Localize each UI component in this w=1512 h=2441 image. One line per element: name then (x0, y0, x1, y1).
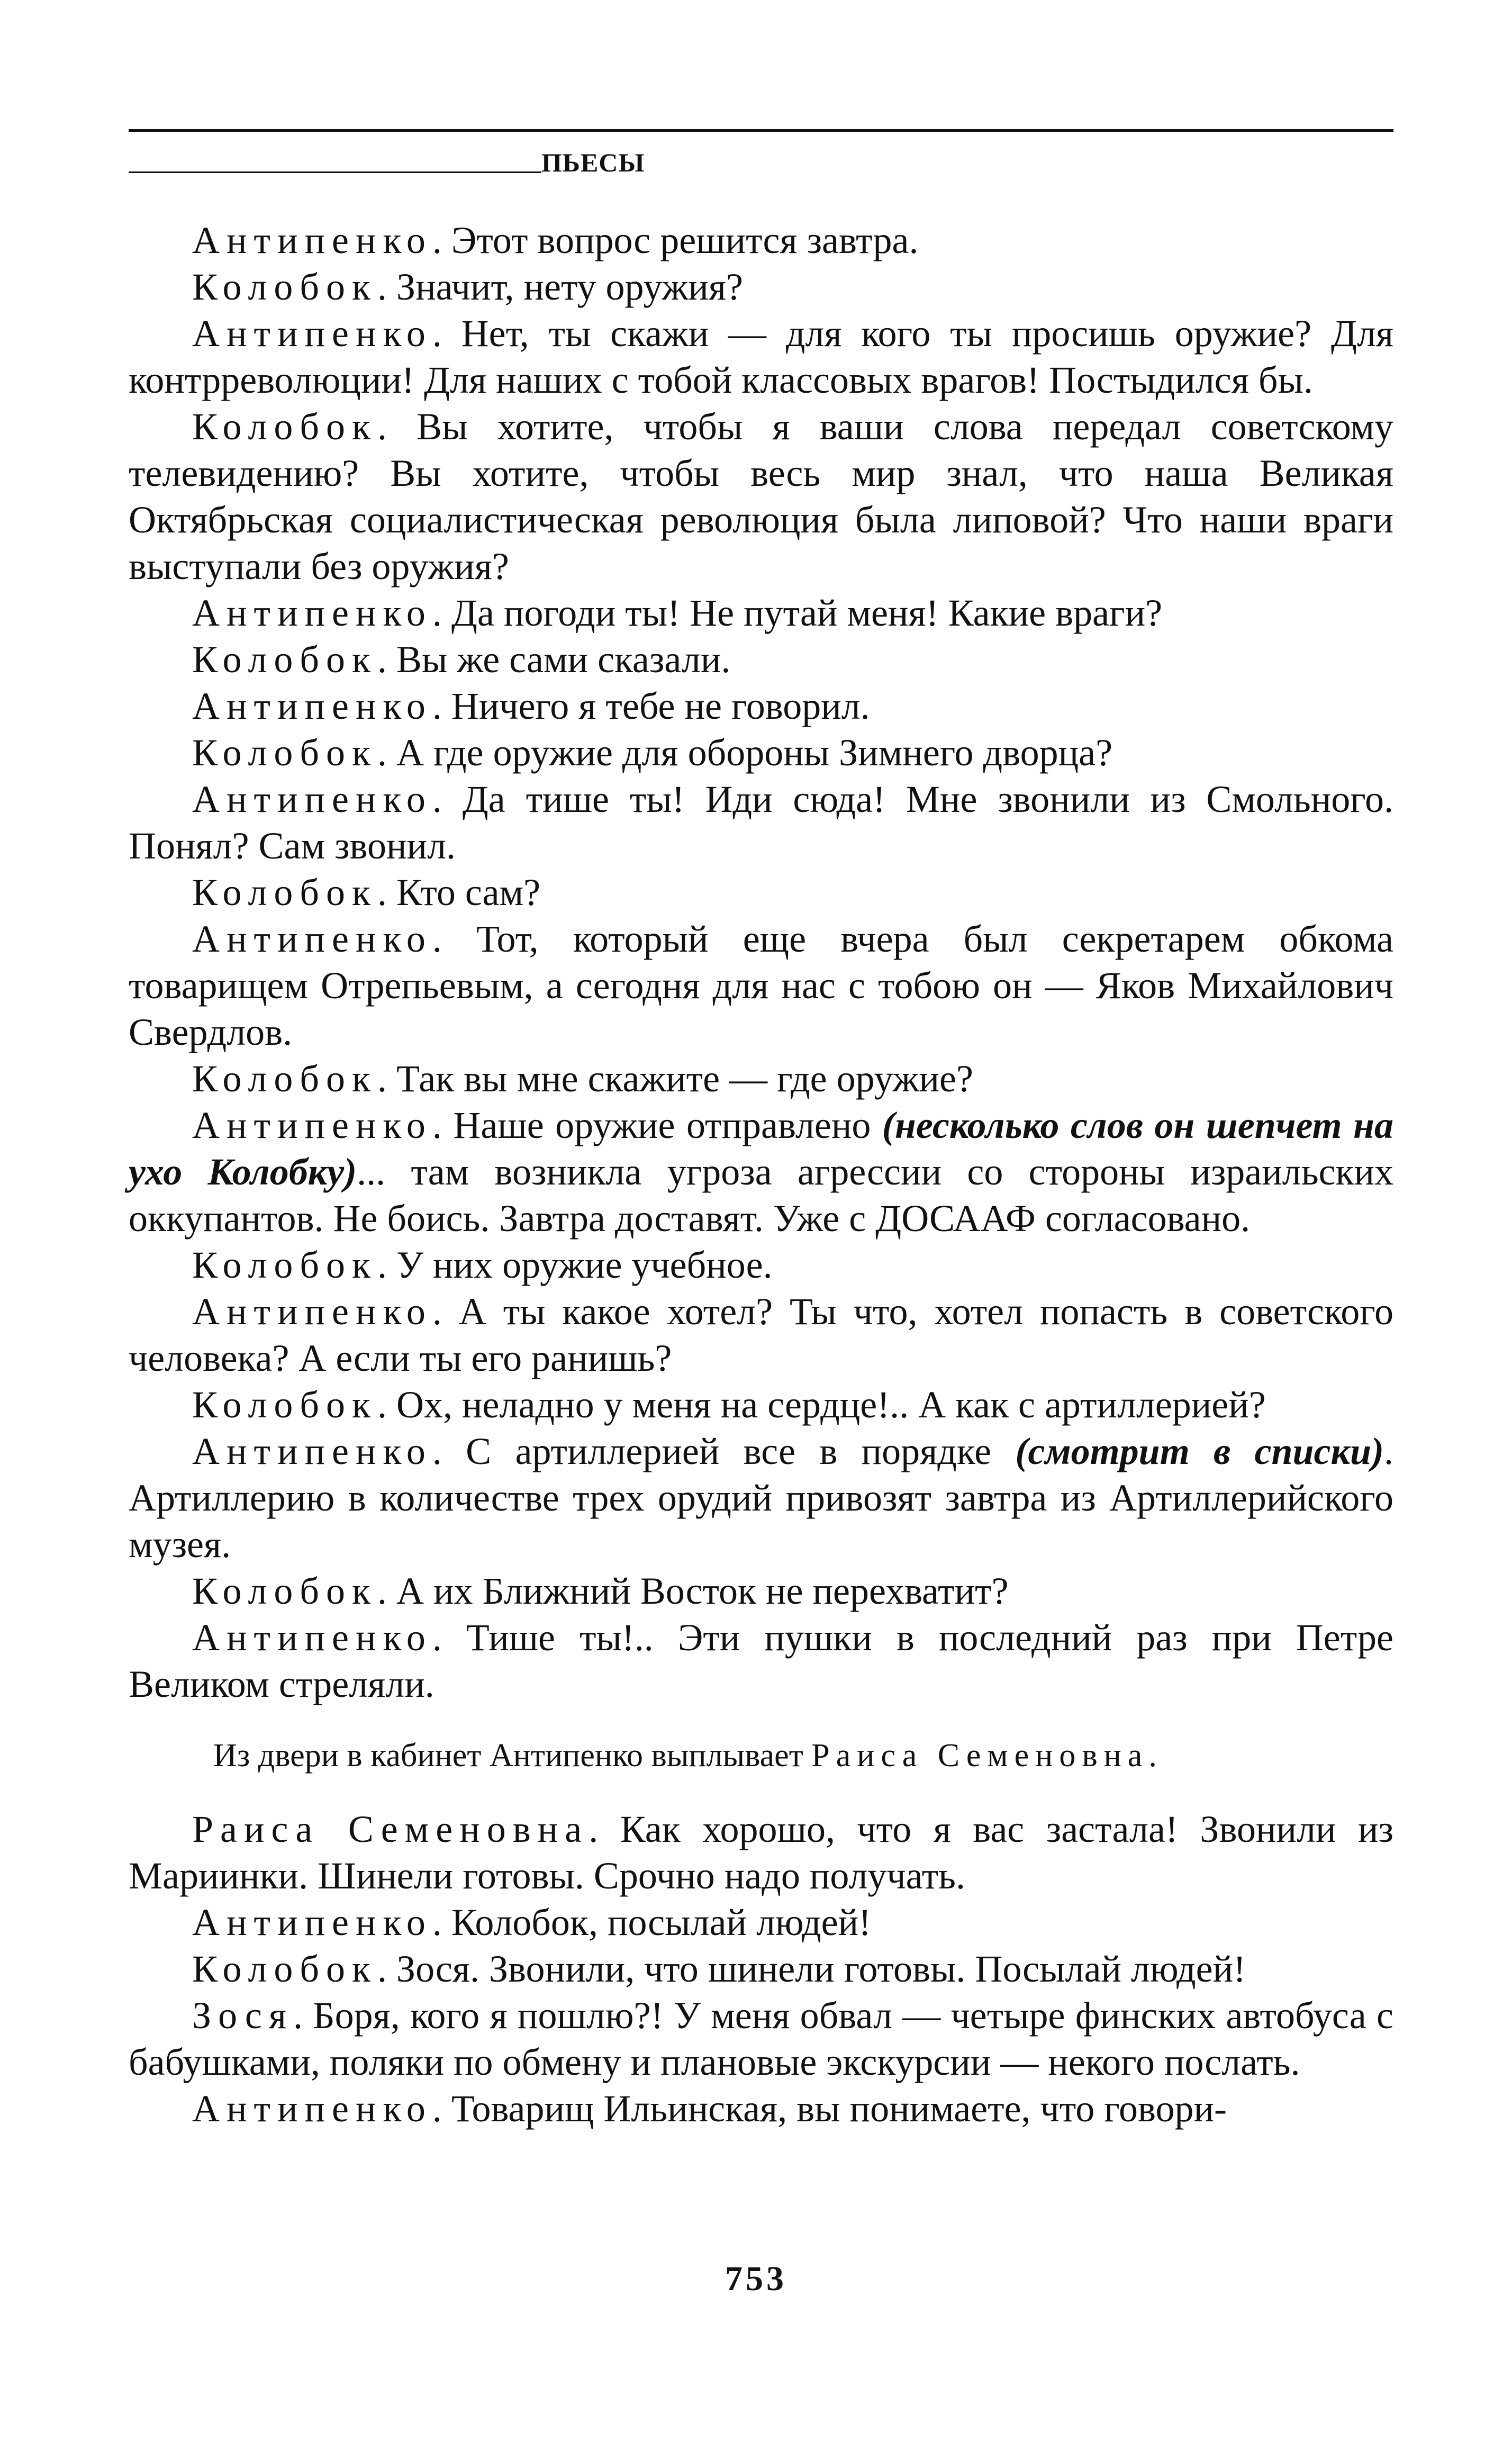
speaker-name: Колобок (192, 638, 378, 681)
dialogue-line (129, 1806, 1393, 1899)
dialogue-line (129, 217, 1393, 264)
dialogue-line (129, 729, 1393, 776)
speaker-name: Антипенко (192, 1430, 432, 1472)
line-text: . А где оружие для обороны Зимнего дворца? (377, 731, 1113, 774)
line-text: . Наше оружие отправлено (432, 1104, 882, 1146)
italic-remark: (несколько слов он шепчет на ухо Колобку) (129, 1104, 1393, 1193)
line-text: . У них оружие учебное. (377, 1244, 773, 1286)
speaker-name: Антипенко (192, 592, 432, 634)
speaker-name: Зося (192, 1994, 293, 2037)
dialogue-line (129, 1242, 1393, 1288)
dialogue-line (129, 1102, 1393, 1242)
stage-direction (129, 1732, 1393, 1779)
line-text: . Ничего я тебе не говорил. (432, 685, 870, 727)
speaker-name: Антипенко (192, 312, 432, 355)
line-text: . Зося. Звонили, что шинели готовы. Посылай людей! (377, 1948, 1246, 1990)
line-text-continued: . Артиллерию в количестве трех орудий привозят завтра из Артиллерийского музея. (129, 1430, 1393, 1566)
speaker-name: Колобок (192, 1057, 378, 1100)
line-text: . Да погоди ты! Не путай меня! Какие враги? (432, 592, 1163, 634)
line-text: . Да тише ты! Иди сюда! Мне звонили из Смольного. Понял? Сам звонил. (129, 778, 1393, 867)
dialogue-line (129, 1614, 1393, 1707)
line-text: . Товарищ Ильинская, вы понимаете, что говори- (432, 2087, 1227, 2130)
dialogue-line (129, 683, 1393, 729)
line-text: . Этот вопрос решится завтра. (432, 219, 919, 261)
dialogue-line (129, 1055, 1393, 1102)
dialogue-line (129, 2085, 1393, 2132)
dialogue-line (129, 1568, 1393, 1614)
line-text: . А их Ближний Восток не перехватит? (377, 1570, 1009, 1612)
header-underline (129, 171, 541, 173)
speaker-name: Антипенко (192, 2087, 432, 2130)
dialogue-line (129, 264, 1393, 310)
speaker-name: Антипенко (192, 1104, 432, 1146)
line-text: . Тот, который еще вчера был секретарем обкома товарищем Отрепьевым, а сегодня для нас с тобою он — Яков Михайлович Свердлов. (129, 918, 1393, 1053)
speaker-name: Антипенко (192, 918, 432, 960)
stage-direction-text: Из двери в кабинет Антипенко выплывает (213, 1738, 812, 1774)
speaker-name: Антипенко (192, 778, 432, 820)
speaker-name: Антипенко (192, 685, 432, 727)
dialogue-line (129, 1946, 1393, 1992)
line-text: . Значит, нету оружия? (377, 266, 743, 308)
line-text: . Ох, неладно у меня на сердце!.. А как с артиллерией? (377, 1384, 1266, 1426)
line-text-continued: ... там возникла угроза агрессии со стороны израильских оккупантов. Не боись. Завтра доставят. Уже с ДОСААФ согласовано. (129, 1151, 1393, 1240)
line-text: . Как хорошо, что я вас застала! Звонили из Мариинки. Шинели готовы. Срочно надо получать. (129, 1808, 1394, 1897)
speaker-name: Колобок (192, 731, 378, 774)
dialogue-line (129, 916, 1393, 1055)
dialogue-line (129, 1381, 1393, 1428)
line-text: . Вы хотите, чтобы я ваши слова передал советскому телевидению? Вы хотите, чтобы весь мир знал, что наша Великая Октябрьская социалистическая революция была липовой? Что наши враги выступали без оружия? (129, 405, 1393, 587)
page-header (129, 121, 1393, 179)
dialogue-line (129, 1428, 1393, 1568)
line-text: . Тише ты!.. Эти пушки в последний раз при Петре Великом стреляли. (129, 1616, 1393, 1705)
speaker-name: Колобок (192, 1570, 378, 1612)
dialogue-line (129, 1288, 1393, 1381)
running-head: ПЬЕСЫ (541, 148, 645, 177)
dialogue-line (129, 590, 1393, 636)
speaker-name: Антипенко (192, 1616, 432, 1659)
stage-direction-end: . (1148, 1738, 1157, 1774)
line-text: . Кто сам? (377, 871, 541, 914)
dialogue-line (129, 1899, 1393, 1946)
dialogue-line (129, 1992, 1393, 2085)
dialogue-line (129, 869, 1393, 916)
play-text (129, 217, 1393, 2132)
speaker-name: Колобок (192, 1948, 378, 1990)
speaker-name: Антипенко (192, 1290, 432, 1333)
speaker-name: Антипенко (192, 1901, 432, 1943)
line-text: . Колобок, посылай людей! (432, 1901, 872, 1943)
line-text: . Нет, ты скажи — для кого ты просишь оружие? Для контрреволюции! Для наших с тобой классовых врагов! Постыдился бы. (129, 312, 1393, 401)
dialogue-line (129, 310, 1393, 403)
speaker-name: Антипенко (192, 219, 432, 261)
line-text: . А ты какое хотел? Ты что, хотел попасть в советского человека? А если ты его ранишь? (129, 1290, 1393, 1379)
dialogue-line (129, 403, 1393, 590)
line-text: . С артиллерией все в порядке (432, 1430, 1016, 1472)
line-text: . Вы же сами сказали. (377, 638, 731, 681)
line-text: . Боря, кого я пошлю?! У меня обвал — четыре финских автобуса с бабушками, поляки по обмену и плановые экскурсии — некого послать. (129, 1994, 1393, 2083)
speaker-name: Колобок (192, 1244, 378, 1286)
header-rule (129, 129, 1393, 132)
speaker-name: Колобок (192, 266, 378, 308)
italic-remark: (смотрит в списки) (1015, 1430, 1384, 1472)
speaker-name: Колобок (192, 1384, 378, 1426)
dialogue-line (129, 636, 1393, 683)
speaker-name: Раиса Семеновна (192, 1808, 589, 1850)
speaker-name: Колобок (192, 871, 378, 914)
page-number: 753 (725, 2259, 787, 2298)
line-text: . Так вы мне скажите — где оружие? (377, 1057, 973, 1100)
speaker-name: Раиса Семеновна (811, 1738, 1149, 1774)
dialogue-line (129, 776, 1393, 869)
speaker-name: Колобок (192, 405, 378, 448)
